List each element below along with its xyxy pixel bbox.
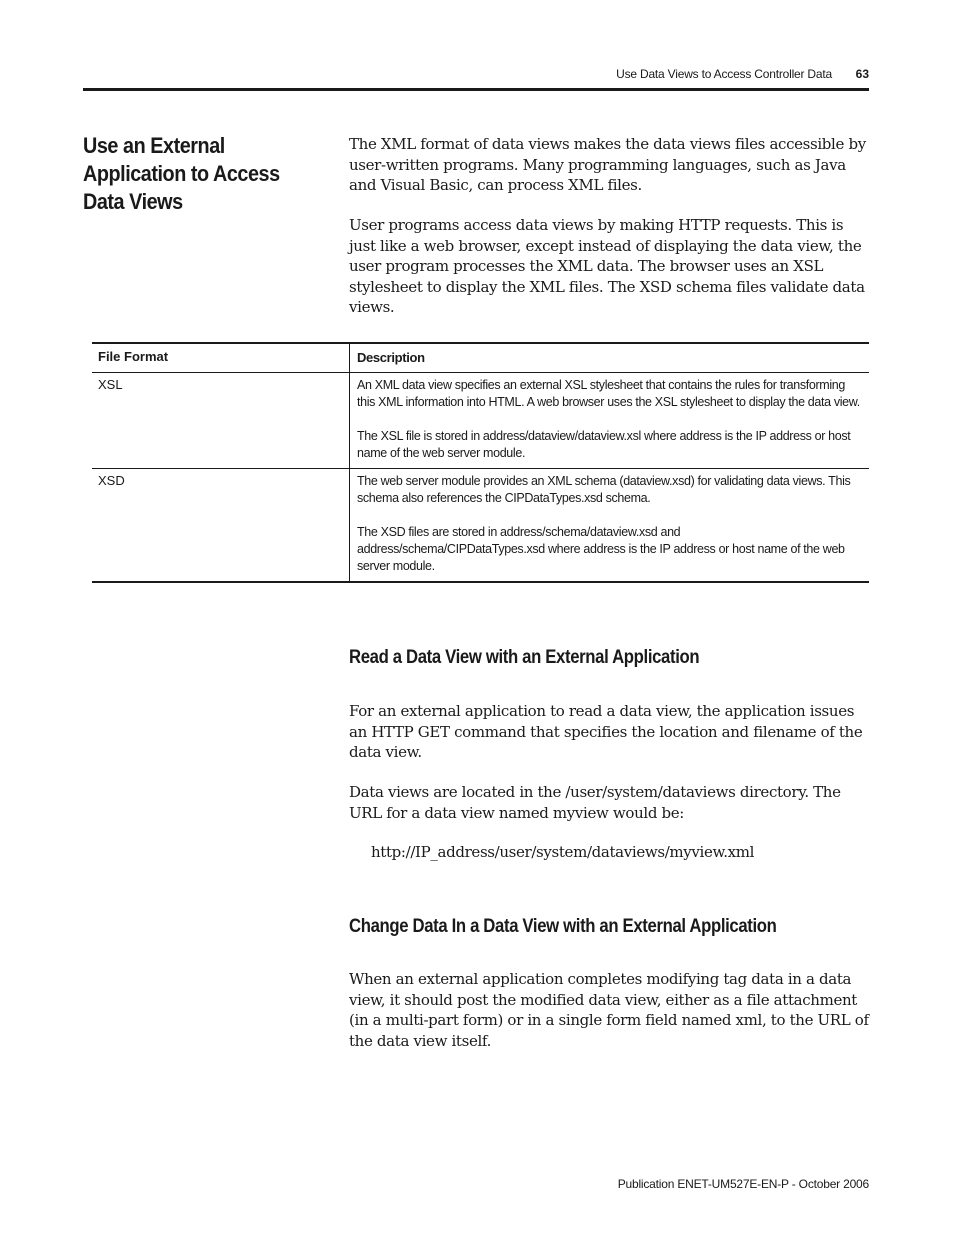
change-paragraph-1: When an external application completes modifying tag data in a data view, it should post the modified data view, either as a file attachment (in a multi-part form) or in a single form field named xml, to the URL of the data view itself. <box>349 970 869 1050</box>
header-rule <box>83 88 869 91</box>
column-header-file-format: File Format <box>92 344 350 372</box>
publication-footer: Publication ENET-UM527E-EN-P - October 2006 <box>617 1177 869 1191</box>
table-cell-format: XSD <box>92 469 350 581</box>
file-format-table <box>92 342 869 583</box>
running-header-title: Use Data Views to Access Controller Data <box>616 67 832 81</box>
change-section-heading: Change Data In a Data View with an External Application <box>349 916 777 937</box>
description-text: An XML data view specifies an external XSL stylesheet that contains the rules for transforming this XML information into HTML. A web browser uses the XSL stylesheet to display the data view. <box>357 378 860 409</box>
table-cell-description <box>350 469 869 581</box>
intro-paragraph-1: The XML format of data views makes the data views files accessible by user-written programs. Many programming languages, such as Java and Visual Basic, can process XML files. <box>349 135 866 194</box>
table-row <box>92 372 869 468</box>
description-text: The web server module provides an XML schema (dataview.xsd) for validating data views. This schema also references the CIPDataTypes.xsd schema. <box>357 474 851 505</box>
table-cell-format: XSL <box>92 373 350 468</box>
read-section-heading: Read a Data View with an External Application <box>349 647 700 668</box>
example-url: http://IP_address/user/system/dataviews/myview.xml <box>371 843 755 861</box>
description-text: The XSL file is stored in address/dataview/dataview.xsl where address is the IP address or host name of the web server module. <box>357 429 851 460</box>
table-cell-description <box>350 373 869 468</box>
section-title: Use an External Application to Access Data Views <box>83 133 280 214</box>
table-row <box>92 468 869 581</box>
intro-paragraph-2: User programs access data views by making HTTP requests. This is just like a web browser, except instead of displaying the data view, the user program processes the XML data. The browser uses an XSL stylesheet to display the XML files. The XSD schema files validate data views. <box>349 216 865 316</box>
description-text: The XSD files are stored in address/schema/dataview.xsd and address/schema/CIPDataTypes.xsd where address is the IP address or host name of the web server module. <box>357 525 845 573</box>
read-paragraph-2: Data views are located in the /user/system/dataviews directory. The URL for a data view named myview would be: <box>349 783 841 822</box>
column-header-description: Description <box>357 350 425 365</box>
page-number: 63 <box>855 67 869 81</box>
read-paragraph-1: For an external application to read a data view, the application issues an HTTP GET command that specifies the location and filename of the data view. <box>349 702 863 761</box>
table-header-row <box>92 344 869 372</box>
